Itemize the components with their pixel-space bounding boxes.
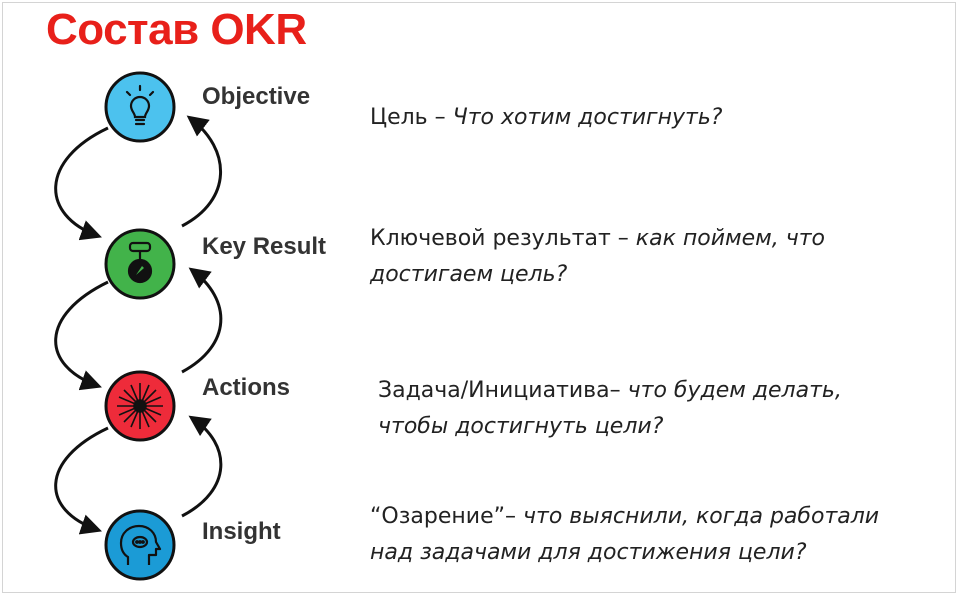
- description-objective: [370, 100, 722, 136]
- term-key-result: Ключевой результат –: [370, 226, 636, 251]
- description-insight: [370, 499, 879, 571]
- key-result-node: [106, 230, 174, 298]
- arrow-keyresult-to-objective: [182, 118, 221, 226]
- stage-label-actions: Actions: [202, 374, 291, 401]
- arrow-insight-to-actions: [182, 418, 221, 516]
- question-objective-line1: Что хотим достигнуть?: [452, 105, 723, 130]
- question-key-result-line1: как поймем, что: [635, 226, 825, 251]
- arrow-actions-to-keyresult: [182, 270, 221, 372]
- objective-node: [106, 73, 174, 141]
- question-actions-line2: чтобы достигнуть цели?: [378, 414, 664, 439]
- stage-label-key-result: Key Result: [202, 233, 327, 260]
- term-actions: Задача/Инициатива–: [378, 378, 628, 403]
- insight-node: [106, 511, 174, 579]
- term-insight: “Озарение”–: [370, 504, 524, 529]
- slide-title: Состав OKR: [46, 5, 307, 54]
- question-insight-line1: что выяснили, когда работали: [523, 504, 880, 529]
- description-actions: [378, 373, 842, 445]
- term-objective: Цель –: [370, 105, 453, 130]
- actions-node: [106, 372, 174, 440]
- arrow-objective-to-keyresult: [56, 128, 108, 236]
- stage-label-objective: Objective: [202, 83, 311, 110]
- question-insight-line2: над задачами для достижения цели?: [370, 540, 807, 565]
- arrow-keyresult-to-actions: [56, 282, 108, 386]
- arrow-actions-to-insight: [56, 428, 108, 530]
- description-key-result: [370, 221, 825, 293]
- question-key-result-line2: достигаем цель?: [370, 262, 568, 287]
- question-actions-line1: что будем делать,: [627, 378, 842, 403]
- stage-label-insight: Insight: [202, 518, 281, 545]
